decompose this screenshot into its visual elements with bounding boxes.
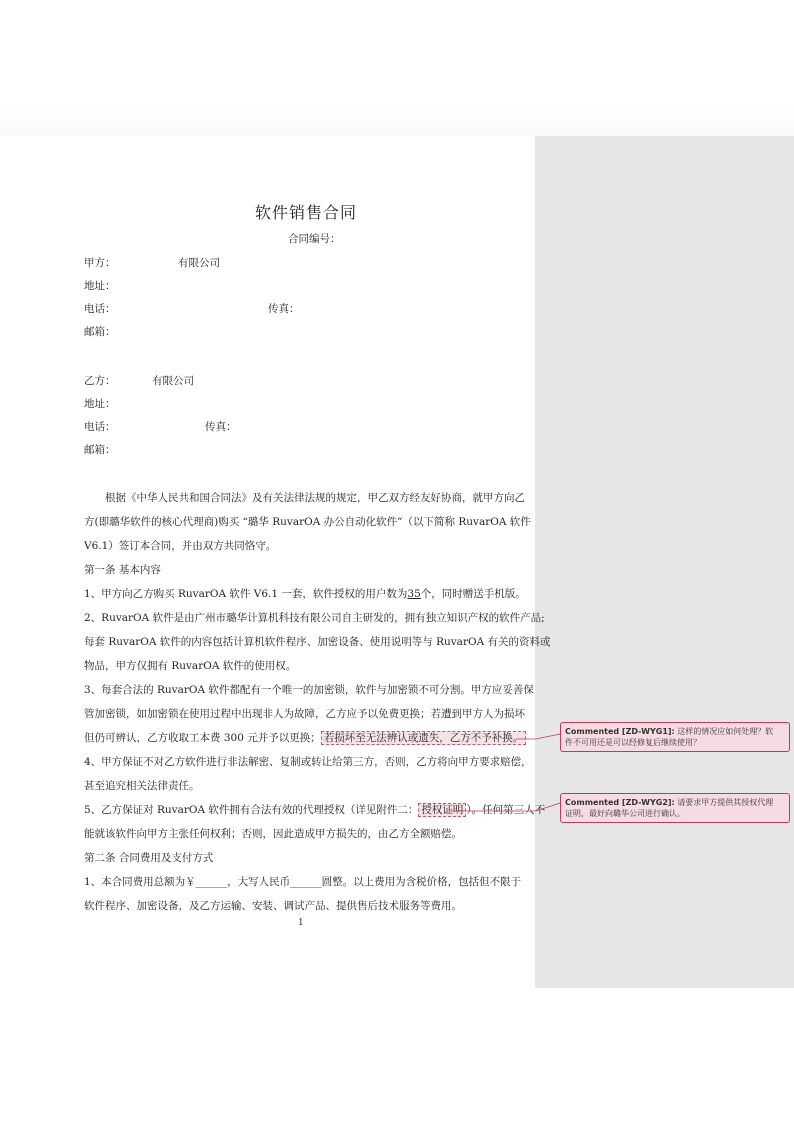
article-1-heading: 第一条 基本内容 — [84, 564, 161, 576]
cost-line: 1、本合同费用总额为￥______，大写人民币______圆整。以上费用为含税价格，包括但不限于 — [84, 876, 522, 888]
item-1 — [84, 587, 526, 601]
item-5-line — [84, 803, 545, 817]
cost-line: 软件程序、加密设备，及乙方运输、安装、调试产品、提供售后技术服务等费用。 — [84, 900, 462, 912]
article-2-heading: 第二条 合同费用及支付方式 — [84, 852, 214, 864]
party-a-fax-label: 传真： — [268, 303, 300, 315]
document-title: 软件销售合同 — [254, 203, 357, 222]
comment-anchor-2[interactable]: 授权证明 — [418, 803, 466, 817]
party-b-postcode-label: 邮箱： — [84, 444, 116, 456]
party-a-postcode-label: 邮箱： — [84, 326, 116, 338]
comments-pane — [535, 136, 794, 988]
comment-text: 件不可用还是可以经修复后继续使用？ — [565, 738, 701, 747]
party-b-phone-label: 电话： — [84, 421, 116, 433]
item-2-line: 每套 RuvarOA 软件的内容包括计算机软件程序、加密设备、使用说明等与 RuvarOA 有关的资料或 — [84, 636, 551, 648]
party-a-address-label: 地址： — [84, 280, 116, 292]
comment-author: Commented [ZD-WYG1]: — [565, 727, 675, 736]
item-3-line: 3、每套合法的 RuvarOA 软件都配有一个唯一的加密锁，软件与加密锁不可分割。甲方应妥善保 — [84, 684, 534, 696]
user-count: 35 — [407, 588, 421, 600]
party-b-label: 乙方： — [84, 375, 116, 387]
comment-text: 请要求甲方提供其授权代理 — [677, 798, 774, 807]
comment-balloon-1[interactable] — [560, 722, 790, 752]
comment-text: 证明，最好向璐华公司进行确认。 — [565, 809, 685, 818]
party-b-address-label: 地址： — [84, 398, 116, 410]
comment-author: Commented [ZD-WYG2]: — [565, 798, 675, 807]
party-a-name: 有限公司 — [178, 257, 220, 269]
party-a-phone-label: 电话： — [84, 303, 116, 315]
party-b-name: 有限公司 — [152, 375, 194, 387]
item-4-line: 甚至追究相关法律责任。 — [84, 780, 200, 792]
item-2-line: 2、RuvarOA 软件是由广州市璐华计算机科技有限公司自主研发的，拥有独立知识产权的软件产品; — [84, 612, 545, 624]
intro-line: 方(即璐华软件的核心代理商)购买 “璐华 RuvarOA 办公自动化软件”（以下简称 RuvarOA 软件 — [84, 516, 531, 528]
item-2-line: 物品，甲方仅拥有 RuvarOA 软件的使用权。 — [84, 660, 297, 672]
item-4-line: 4、甲方保证不对乙方软件进行非法解密、复制或转让给第三方，否则，乙方将向甲方要求赔偿， — [84, 756, 532, 768]
party-a-label: 甲方： — [84, 257, 116, 269]
comment-balloon-2[interactable] — [560, 793, 790, 823]
item-5-line: 能就该软件向甲方主张任何权利；否则，因此造成甲方损失的，由乙方全额赔偿。 — [84, 828, 462, 840]
item-1-text-end: 个，同时赠送手机版。 — [420, 588, 526, 600]
item-3-line — [84, 731, 526, 745]
item-5-text-end: ）。任何第三人不 — [466, 804, 546, 816]
page-number: 1 — [298, 918, 304, 928]
item-3-line: 管加密锁，如加密锁在使用过程中出现非人为故障，乙方应予以免费更换；若遭到甲方人为损坏 — [84, 708, 525, 720]
contract-number-label: 合同编号： — [288, 233, 341, 245]
item-5-text: 5、乙方保证对 RuvarOA 软件拥有合法有效的代理授权（详见附件二： — [84, 804, 419, 816]
page-top-edge — [0, 108, 794, 136]
intro-line: 根据《中华人民共和国合同法》及有关法律法规的规定，甲乙双方经友好协商，就甲方向乙 — [105, 492, 525, 504]
comment-text: 这样的情况应如何处理？软 — [677, 727, 774, 736]
comment-anchor-1[interactable]: 若损坏至无法辨认或遗失，乙方不予补换。 — [321, 731, 527, 745]
item-1-text: 1、甲方向乙方购买 RuvarOA 软件 V6.1 一套，软件授权的用户数为 — [84, 588, 408, 600]
party-b-fax-label: 传真： — [205, 421, 237, 433]
item-3-text: 但仍可辨认，乙方收取工本费 300 元并予以更换； — [84, 732, 321, 744]
intro-line: V6.1）签订本合同，并由双方共同恪守。 — [84, 540, 277, 552]
